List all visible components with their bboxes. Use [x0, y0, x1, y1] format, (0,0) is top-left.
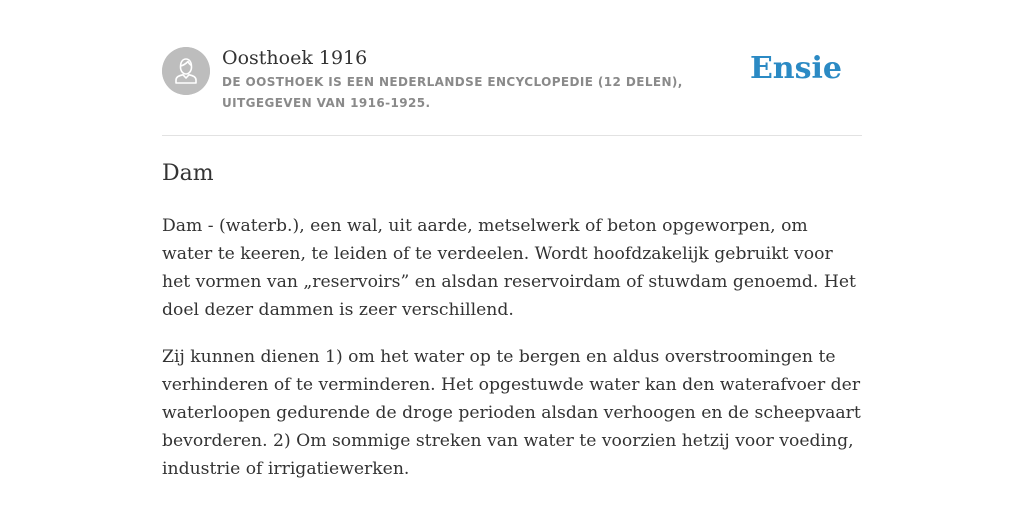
entry-body [162, 212, 862, 502]
entry-title: Dam [162, 161, 214, 186]
brand-logo[interactable]: Ensie [749, 51, 842, 86]
source-description: DE OOSTHOEK IS EEN NEDERLANDSE ENCYCLOPEDIE (12 DELEN), UITGEGEVEN VAN 1916-1925. [222, 75, 683, 110]
entry-paragraph: Dam - (waterb.), een wal, uit aarde, metselwerk of beton opgeworpen, om water te keeren, te leiden of te verdeelen. Wordt hoofdzakelijk gebruikt voor het vormen van „reservoirs” en alsdan reservoirdam of stuwdam genoemd. Het doel dezer dammen is zeer verschillend. [162, 216, 856, 320]
entry-paragraph: Zij kunnen dienen 1) om het water op te bergen en aldus overstroomingen te verhinderen of te verminderen. Het opgestuwde water kan den waterafvoer der waterloopen gedurende de droge perioden alsdan verhoogen en de scheepvaart bevorderen. 2) Om sommige streken van water te voorzien hetzij voor voeding, industrie of irrigatiewerken. [162, 347, 861, 479]
source-header [162, 44, 862, 120]
user-icon [162, 47, 210, 95]
divider [162, 135, 862, 136]
source-title[interactable]: Oosthoek 1916 [222, 47, 368, 69]
